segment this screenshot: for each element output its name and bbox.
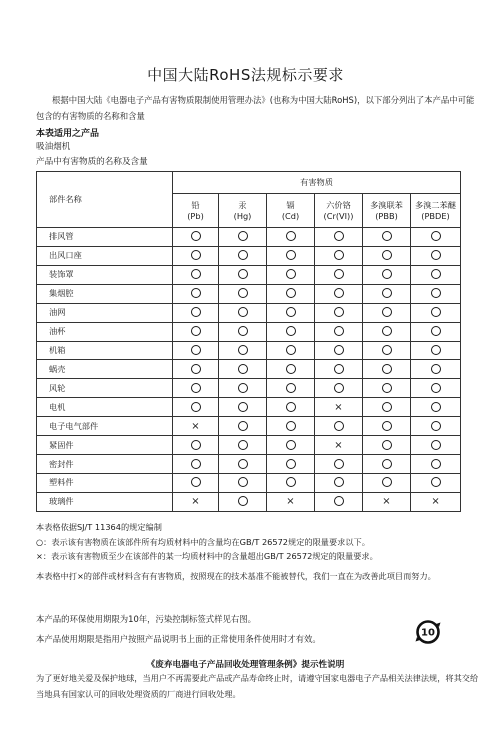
substance-mark-cell [315, 246, 363, 265]
intro-text: 根据中国大陆《电器电子产品有害物质限制使用管理办法》(也称为中国大陆RoHS)，以下部分列出了本产品中可能包含的有害物质的名称和含量 [36, 95, 475, 121]
below-limit-circle-icon [286, 402, 296, 412]
substance-header [267, 194, 315, 228]
table-row [37, 398, 461, 417]
circle-note: ○：表示该有害物质在该部件所有均质材料中的含量均在GB/T 26572规定的限量要求以下。 [36, 536, 370, 547]
hazardous-substance-table [36, 171, 461, 512]
part-name-header: 部件名称 [37, 172, 173, 228]
below-limit-circle-icon [431, 477, 441, 487]
substance-mark-cell [411, 303, 461, 322]
below-limit-circle-icon [286, 288, 296, 298]
substance-name: 镉 [286, 199, 295, 210]
table-row [37, 341, 461, 360]
below-limit-circle-icon [286, 326, 296, 336]
standard-note: 本表格依据SJ/T 11364的规定编制 [36, 522, 162, 532]
substance-mark-cell [267, 379, 315, 398]
substance-mark-cell [267, 322, 315, 341]
substance-mark-cell [267, 246, 315, 265]
part-name-cell: 集烟腔 [37, 284, 173, 303]
substance-symbol: (Hg) [233, 210, 252, 221]
substance-mark-cell [411, 492, 461, 511]
substance-mark-cell [219, 492, 267, 511]
below-limit-circle-icon [286, 364, 296, 374]
table-row [37, 284, 461, 303]
substance-mark-cell [315, 341, 363, 360]
substance-mark-cell [173, 455, 219, 474]
table-row [37, 303, 461, 322]
below-limit-circle-icon [238, 269, 248, 279]
substance-name: 多溴联苯 [370, 199, 403, 210]
substance-mark-cell [267, 417, 315, 436]
substance-mark-cell [411, 473, 461, 492]
scope-heading: 本表适用之产品 [36, 129, 100, 139]
below-limit-circle-icon [382, 477, 392, 487]
substance-mark-cell [411, 246, 461, 265]
substance-name: 多溴二苯醚 [415, 199, 456, 210]
below-limit-circle-icon [286, 440, 296, 450]
substance-mark-cell [267, 360, 315, 379]
notes-block [36, 520, 486, 584]
below-limit-circle-icon [334, 383, 344, 393]
substance-mark-cell [173, 436, 219, 455]
substance-mark-cell [363, 265, 411, 284]
part-name-cell: 排风管 [37, 228, 173, 247]
table-row [37, 360, 461, 379]
epup-10-year-logo-icon [414, 618, 442, 646]
table-row [37, 246, 461, 265]
intro-paragraph [36, 92, 476, 124]
below-limit-circle-icon [191, 250, 201, 260]
exceeds-limit-cross-icon: × [334, 401, 343, 413]
substance-mark-cell [411, 322, 461, 341]
below-limit-circle-icon [382, 383, 392, 393]
substance-mark-cell [315, 398, 363, 417]
substance-mark-cell [173, 417, 219, 436]
below-limit-circle-icon [334, 477, 344, 487]
below-limit-circle-icon [238, 402, 248, 412]
below-limit-circle-icon [334, 288, 344, 298]
substance-symbol: (Cr(VI)) [323, 210, 354, 221]
below-limit-circle-icon [238, 345, 248, 355]
below-limit-circle-icon [382, 288, 392, 298]
below-limit-circle-icon [286, 269, 296, 279]
substance-mark-cell [173, 341, 219, 360]
below-limit-circle-icon [382, 459, 392, 469]
below-limit-circle-icon [382, 402, 392, 412]
substance-mark-cell [173, 379, 219, 398]
below-limit-circle-icon [238, 459, 248, 469]
regulation-title: 《废弃电器电子产品回收处理管理条例》提示性说明 [146, 660, 345, 670]
substance-mark-cell [173, 284, 219, 303]
below-limit-circle-icon [191, 459, 201, 469]
below-limit-circle-icon [286, 345, 296, 355]
below-limit-circle-icon [382, 307, 392, 317]
substance-mark-cell [363, 398, 411, 417]
below-limit-circle-icon [191, 307, 201, 317]
substance-mark-cell [315, 360, 363, 379]
below-limit-circle-icon [334, 326, 344, 336]
below-limit-circle-icon [238, 496, 248, 506]
below-limit-circle-icon [191, 477, 201, 487]
substance-mark-cell [411, 379, 461, 398]
substance-header [173, 194, 219, 228]
substance-symbol: (Cd) [281, 210, 300, 221]
substance-mark-cell [267, 473, 315, 492]
substance-mark-cell [411, 398, 461, 417]
substance-mark-cell [363, 436, 411, 455]
below-limit-circle-icon [382, 345, 392, 355]
below-limit-circle-icon [238, 250, 248, 260]
substance-mark-cell [173, 360, 219, 379]
below-limit-circle-icon [286, 231, 296, 241]
substance-mark-cell [315, 228, 363, 247]
substance-symbol: (Pb) [187, 210, 204, 221]
substance-mark-cell [219, 379, 267, 398]
below-limit-circle-icon [238, 288, 248, 298]
substance-mark-cell [363, 417, 411, 436]
part-name-cell: 紧固件 [37, 436, 173, 455]
below-limit-circle-icon [334, 364, 344, 374]
below-limit-circle-icon [382, 364, 392, 374]
substance-mark-cell [363, 228, 411, 247]
substance-mark-cell [267, 284, 315, 303]
below-limit-circle-icon [334, 250, 344, 260]
tech-note: 本表格中打×的部件或材料含有有害物质，按照现在的技术基准不能被替代，我们一直在为改善此项目而努力。 [36, 570, 436, 581]
substance-mark-cell [411, 265, 461, 284]
cross-note: ×：表示该有害物质至少在该部件的某一均质材料中的含量超出GB/T 26572规定的限量要求。 [36, 551, 378, 561]
substance-mark-cell [219, 436, 267, 455]
substance-mark-cell [219, 473, 267, 492]
below-limit-circle-icon [191, 440, 201, 450]
substance-mark-cell [219, 284, 267, 303]
below-limit-circle-icon [431, 459, 441, 469]
below-limit-circle-icon [431, 326, 441, 336]
regulation-text: 为了更好地关爱及保护地球，当用户不再需要此产品或产品寿命终止时，请遵守国家电器电子产品相关法律法规，将其交给当地具有国家认可的回收处理资质的厂商进行回收处理。 [36, 673, 479, 699]
below-limit-circle-icon [191, 326, 201, 336]
below-limit-circle-icon [286, 421, 296, 431]
below-limit-circle-icon [191, 364, 201, 374]
table-row [37, 473, 461, 492]
substance-mark-cell [411, 360, 461, 379]
substance-mark-cell [411, 417, 461, 436]
table-row [37, 417, 461, 436]
below-limit-circle-icon [286, 250, 296, 260]
exceeds-limit-cross-icon: × [431, 496, 440, 508]
below-limit-circle-icon [286, 307, 296, 317]
exceeds-limit-cross-icon: × [334, 439, 343, 451]
below-limit-circle-icon [431, 231, 441, 241]
below-limit-circle-icon [431, 307, 441, 317]
table-body [37, 228, 461, 512]
substance-header [363, 194, 411, 228]
substance-mark-cell [267, 228, 315, 247]
below-limit-circle-icon [191, 345, 201, 355]
substance-mark-cell [219, 322, 267, 341]
below-limit-circle-icon [334, 231, 344, 241]
substance-mark-cell [411, 436, 461, 455]
below-limit-circle-icon [286, 459, 296, 469]
substance-mark-cell [173, 398, 219, 417]
substance-mark-cell [219, 265, 267, 284]
substance-mark-cell [363, 379, 411, 398]
table-row [37, 379, 461, 398]
substance-mark-cell [267, 455, 315, 474]
substance-mark-cell [411, 284, 461, 303]
below-limit-circle-icon [334, 307, 344, 317]
substance-mark-cell [363, 360, 411, 379]
substance-mark-cell [173, 303, 219, 322]
exceeds-limit-cross-icon: × [286, 496, 295, 508]
substance-mark-cell [173, 246, 219, 265]
part-name-cell: 油杯 [37, 322, 173, 341]
exceeds-limit-cross-icon: × [191, 496, 200, 508]
substance-mark-cell [315, 492, 363, 511]
below-limit-circle-icon [238, 231, 248, 241]
part-name-cell: 电机 [37, 398, 173, 417]
substance-header [411, 194, 461, 228]
substance-symbol: (PBDE) [421, 210, 450, 221]
below-limit-circle-icon [382, 440, 392, 450]
substance-mark-cell [219, 455, 267, 474]
below-limit-circle-icon [191, 269, 201, 279]
substance-mark-cell [219, 341, 267, 360]
table-row [37, 455, 461, 474]
substance-mark-cell [267, 303, 315, 322]
substance-mark-cell [411, 455, 461, 474]
substance-mark-cell [267, 341, 315, 360]
table-caption: 产品中有害物质的名称及含量 [36, 157, 148, 167]
substance-name: 汞 [238, 199, 247, 210]
substance-mark-cell [411, 341, 461, 360]
below-limit-circle-icon [238, 364, 248, 374]
part-name-cell: 蜗壳 [37, 360, 173, 379]
below-limit-circle-icon [382, 421, 392, 431]
substance-header [315, 194, 363, 228]
below-limit-circle-icon [191, 231, 201, 241]
below-limit-circle-icon [382, 326, 392, 336]
below-limit-circle-icon [431, 383, 441, 393]
below-limit-circle-icon [191, 288, 201, 298]
substance-mark-cell [173, 492, 219, 511]
substance-mark-cell [363, 284, 411, 303]
below-limit-circle-icon [431, 269, 441, 279]
substance-mark-cell [363, 303, 411, 322]
substance-mark-cell [363, 341, 411, 360]
part-name-cell: 塑料件 [37, 473, 173, 492]
below-limit-circle-icon [238, 477, 248, 487]
substance-mark-cell [267, 265, 315, 284]
substance-mark-cell [363, 473, 411, 492]
substance-mark-cell [173, 228, 219, 247]
part-name-cell: 油网 [37, 303, 173, 322]
substance-mark-cell [173, 473, 219, 492]
below-limit-circle-icon [334, 459, 344, 469]
table-row [37, 322, 461, 341]
product-name: 吸油烟机 [36, 142, 71, 152]
substance-mark-cell [173, 322, 219, 341]
below-limit-circle-icon [238, 421, 248, 431]
substance-mark-cell [219, 246, 267, 265]
part-name-cell: 出风口座 [37, 246, 173, 265]
table-row [37, 228, 461, 247]
substance-mark-cell [315, 303, 363, 322]
below-limit-circle-icon [382, 231, 392, 241]
below-limit-circle-icon [286, 477, 296, 487]
substance-mark-cell [363, 455, 411, 474]
below-limit-circle-icon [431, 364, 441, 374]
below-limit-circle-icon [286, 383, 296, 393]
substance-mark-cell [219, 398, 267, 417]
below-limit-circle-icon [431, 440, 441, 450]
part-name-cell: 装饰罩 [37, 265, 173, 284]
substance-mark-cell [315, 455, 363, 474]
substance-mark-cell [363, 322, 411, 341]
below-limit-circle-icon [431, 421, 441, 431]
table-row [37, 436, 461, 455]
exceeds-limit-cross-icon: × [382, 496, 391, 508]
part-name-cell: 密封件 [37, 455, 173, 474]
below-limit-circle-icon [334, 421, 344, 431]
table-row [37, 492, 461, 511]
below-limit-circle-icon [431, 250, 441, 260]
substance-header [219, 194, 267, 228]
epup-logo-number: 10 [421, 627, 435, 639]
substance-mark-cell [315, 322, 363, 341]
below-limit-circle-icon [431, 288, 441, 298]
substance-mark-cell [219, 228, 267, 247]
epup-period-text: 本产品的环保使用期限为10年，污染控制标签式样见右图。 [36, 614, 257, 624]
below-limit-circle-icon [238, 383, 248, 393]
substance-name: 铅 [191, 199, 200, 210]
substance-mark-cell [267, 398, 315, 417]
epup-validity-text: 本产品使用期限是指用户按照产品说明书上面的正常使用条件使用时才有效。 [36, 634, 321, 644]
page-title: 中国大陆RoHS法规标示要求 [147, 66, 344, 84]
below-limit-circle-icon [334, 496, 344, 506]
below-limit-circle-icon [191, 383, 201, 393]
below-limit-circle-icon [431, 402, 441, 412]
substance-mark-cell [363, 246, 411, 265]
below-limit-circle-icon [238, 307, 248, 317]
exceeds-limit-cross-icon: × [191, 420, 200, 432]
below-limit-circle-icon [238, 326, 248, 336]
table-row [37, 265, 461, 284]
substance-mark-cell [411, 228, 461, 247]
below-limit-circle-icon [334, 269, 344, 279]
substance-mark-cell [173, 265, 219, 284]
substance-mark-cell [219, 303, 267, 322]
part-name-cell: 风轮 [37, 379, 173, 398]
substance-mark-cell [267, 436, 315, 455]
substance-mark-cell [267, 492, 315, 511]
substance-mark-cell [315, 379, 363, 398]
substance-mark-cell [219, 360, 267, 379]
below-limit-circle-icon [334, 345, 344, 355]
part-name-cell: 机箱 [37, 341, 173, 360]
part-name-cell: 电子电气部件 [37, 417, 173, 436]
substance-mark-cell [219, 417, 267, 436]
substance-symbol: (PBB) [375, 210, 398, 221]
below-limit-circle-icon [382, 250, 392, 260]
below-limit-circle-icon [382, 269, 392, 279]
substance-mark-cell [363, 492, 411, 511]
part-name-cell: 玻璃件 [37, 492, 173, 511]
below-limit-circle-icon [238, 440, 248, 450]
hazardous-substances-header: 有害物质 [173, 172, 461, 194]
substance-mark-cell [315, 436, 363, 455]
below-limit-circle-icon [191, 402, 201, 412]
substance-mark-cell [315, 417, 363, 436]
substance-mark-cell [315, 473, 363, 492]
substance-mark-cell [315, 265, 363, 284]
substance-mark-cell [315, 284, 363, 303]
below-limit-circle-icon [431, 345, 441, 355]
substance-name: 六价铬 [326, 199, 351, 210]
